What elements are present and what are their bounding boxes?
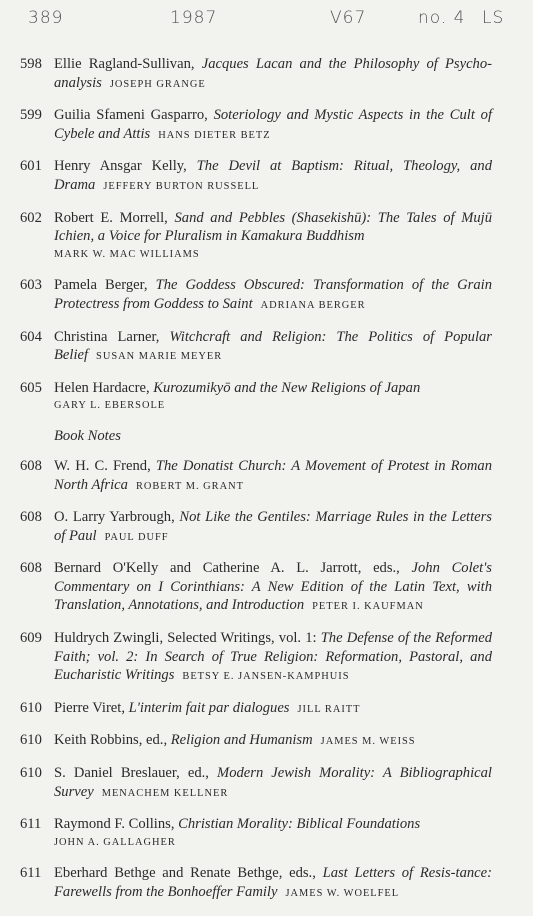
reviewer: GARY L. EBERSOLE <box>54 400 166 412</box>
book-title: Witchcraft and Religion: The Politics of Popular Belief <box>54 328 492 364</box>
reviewer: ADRIANA BERGER <box>260 299 366 311</box>
contents-entry <box>20 764 492 803</box>
author: Raymond F. Collins, <box>54 816 175 833</box>
author: Eberhard Bethge and Renate Bethge, eds., <box>54 865 316 882</box>
page-number: 611 <box>20 865 42 882</box>
book-title: Last Letters of Resis-tance: Farewells from the Bonhoeffer Family <box>54 865 492 900</box>
reviewer: MARK W. MAC WILLIAMS <box>54 248 200 260</box>
reviewer: JOHN A. GALLAGHER <box>54 836 176 848</box>
contents-entry <box>20 379 492 416</box>
author: Helen Hardacre, <box>54 379 150 396</box>
book-title: Sand and Pebbles (Shasekishū): The Tales of Mujū Ichien, a Voice for Pluralism in Kamakura Buddhism <box>54 209 493 245</box>
book-title: Soteriology and Mystic Aspects in the Cult of Cybele and Attis <box>54 107 492 142</box>
page-number: 608 <box>20 560 42 577</box>
page-number: 609 <box>20 630 42 647</box>
contents-entry <box>20 559 492 617</box>
reviewer: HANS DIETER BETZ <box>158 129 271 141</box>
author: Christina Larner, <box>54 328 160 345</box>
contents-entry <box>20 864 492 903</box>
entry-text <box>54 157 492 196</box>
contents-entry <box>20 209 492 265</box>
review-list <box>20 55 492 416</box>
book-title: Christian Morality: Biblical Foundations <box>178 816 421 833</box>
author: Keith Robbins, ed., <box>54 732 168 749</box>
author: Pierre Viret, <box>54 699 125 716</box>
page-number: 608 <box>20 457 42 474</box>
book-title: Not Like the Gentiles: Marriage Rules in the Letters of Paul <box>54 509 492 544</box>
handwritten-note: no. 4 <box>418 8 466 28</box>
entry-text <box>54 508 492 547</box>
entry-text <box>54 55 492 94</box>
book-title: The Donatist Church: A Movement of Protest in Roman North Africa <box>54 457 493 493</box>
book-title: The Defense of the Reformed Faith; vol. 2: In Search of True Religion: Reformation, Pastoral, and Eucharistic Writings <box>54 630 492 684</box>
entry-text <box>54 209 492 265</box>
page-number: 604 <box>20 328 42 345</box>
reviewer: PETER I. KAUFMAN <box>312 601 424 613</box>
reviewer: JEFFERY BURTON RUSSELL <box>103 180 260 192</box>
page-number: 598 <box>20 56 42 72</box>
author: W. H. C. Frend, <box>54 457 151 474</box>
entry-text <box>54 629 492 687</box>
contents-entry <box>20 157 492 196</box>
contents-entry <box>20 731 492 752</box>
book-title: Kurozumikyō and the New Religions of Japan <box>153 379 421 396</box>
reviewer: JAMES W. WOELFEL <box>285 888 400 899</box>
handwritten-note: V67 <box>330 8 367 28</box>
entry-text <box>54 815 492 852</box>
reviewer: JILL RAITT <box>297 703 361 715</box>
author: Guilia Sfameni Gasparro, <box>54 107 208 124</box>
page-number: 611 <box>20 816 42 833</box>
page-number: 608 <box>20 509 42 526</box>
entry-text <box>54 379 492 416</box>
page-number: 602 <box>20 209 42 226</box>
author: Pamela Berger, <box>54 277 148 294</box>
entry-text <box>54 864 492 903</box>
page-number: 610 <box>20 765 42 782</box>
contents-entry <box>20 328 492 367</box>
author: Ellie Ragland-Sullivan, <box>54 56 195 72</box>
entry-text <box>54 559 492 617</box>
book-title: The Goddess Obscured: Transformation of the Grain Protectress from Goddess to Saint <box>54 277 492 312</box>
entry-text <box>54 106 492 145</box>
contents-entry <box>20 629 492 687</box>
book-notes-list <box>20 457 492 904</box>
reviewer: JAMES M. WEISS <box>320 736 416 748</box>
book-title: L'interim fait par dialogues <box>128 699 290 716</box>
contents-entry <box>20 508 492 547</box>
handwritten-note: 389 <box>28 8 64 28</box>
author: Robert E. Morrell, <box>54 209 168 226</box>
contents-entry <box>20 276 492 315</box>
book-title: John Colet's Commentary on I Corinthians: A New Edition of the Latin Text, with Translation, Annotations, and Introduction <box>54 560 492 614</box>
entry-text <box>54 276 492 315</box>
entry-text <box>54 764 492 803</box>
author: Henry Ansgar Kelly, <box>54 158 187 175</box>
reviewer: SUSAN MARIE MEYER <box>96 351 223 363</box>
entry-text <box>54 731 492 752</box>
reviewer: JOSEPH GRANGE <box>109 78 206 90</box>
reviewer: PAUL DUFF <box>104 531 169 543</box>
book-title: Religion and Humanism <box>170 732 313 749</box>
contents-entry <box>20 699 492 720</box>
handwritten-note: 1987 <box>170 8 218 28</box>
page-number: 599 <box>20 107 42 124</box>
author: S. Daniel Breslauer, ed., <box>54 765 209 782</box>
book-title: The Devil at Baptism: Ritual, Theology, and Drama <box>54 158 492 193</box>
contents-entry <box>20 106 492 145</box>
contents-entry <box>20 457 492 496</box>
book-title: Jacques Lacan and the Philosophy of Psycho-analysis <box>54 56 492 91</box>
section-heading: Book Notes <box>54 427 121 444</box>
reviewer: MENACHEM KELLNER <box>101 787 229 799</box>
contents-list <box>20 55 492 916</box>
entry-text <box>54 457 492 496</box>
author: O. Larry Yarbrough, <box>54 509 175 526</box>
entry-text <box>54 328 492 367</box>
author: Huldrych Zwingli, Selected Writings, vol. 1: <box>54 630 317 647</box>
entry-text <box>54 699 492 720</box>
page-number: 610 <box>20 732 42 749</box>
reviewer: ROBERT M. GRANT <box>135 480 244 492</box>
contents-entry <box>20 55 492 94</box>
page-number: 603 <box>20 277 42 294</box>
handwritten-note: LS <box>482 8 505 28</box>
contents-entry <box>20 815 492 852</box>
reviewer: BETSY E. JANSEN-KAMPHUIS <box>182 671 350 683</box>
page-number: 605 <box>20 379 42 396</box>
author: Bernard O'Kelly and Catherine A. L. Jarrott, eds., <box>54 560 400 577</box>
page-number: 610 <box>20 699 42 716</box>
book-title: Modern Jewish Morality: A Bibliographical Survey <box>54 765 492 800</box>
page-number: 601 <box>20 158 42 175</box>
